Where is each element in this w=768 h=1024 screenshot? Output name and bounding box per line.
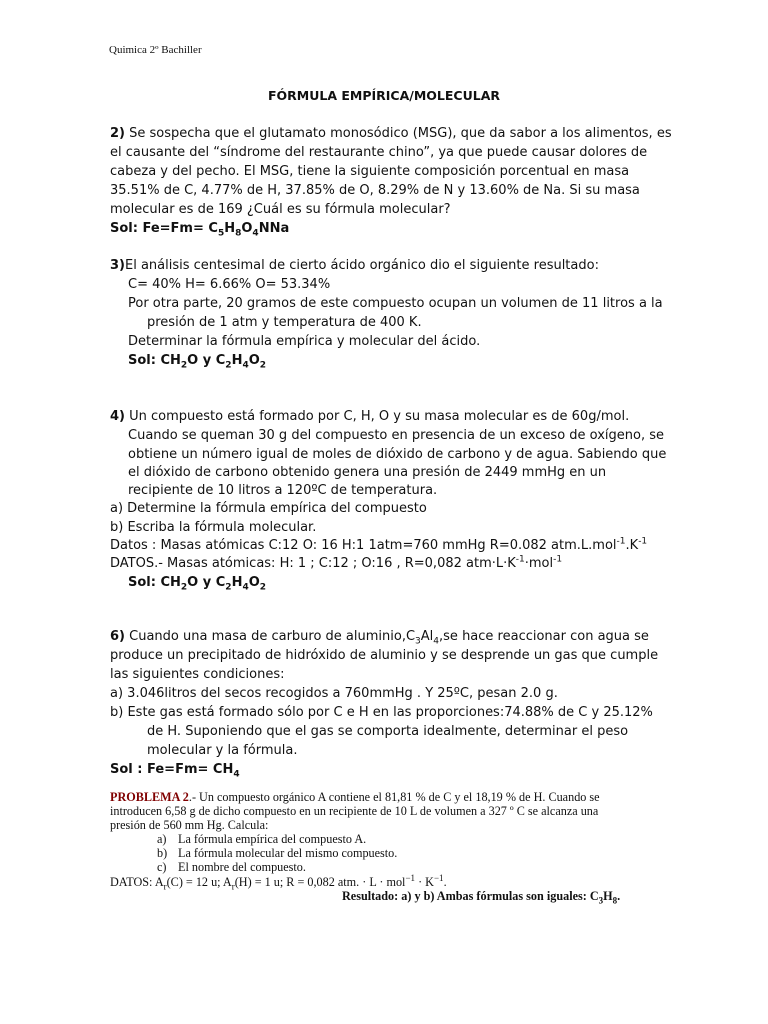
problem-6-line-3: las siguientes condiciones: xyxy=(110,667,285,682)
problema-2-item-a-label: a) xyxy=(157,832,167,846)
problem-6-line-1: 6) Cuando una masa de carburo de $aluminio,C_3Al_4,se$ hace reaccionar con agua se xyxy=(110,629,649,647)
problem-4-item-a: a) Determine la fórmula empírica del compuesto xyxy=(110,501,427,516)
problem-2-number: 2) xyxy=(110,126,125,141)
problem-4-solution: Sol: $CH_2O$ y $C_2H_4O_2$ xyxy=(128,575,267,593)
problem-4-item-b: b) Escriba la fórmula molecular. xyxy=(110,520,317,535)
problema-2-item-b: La fórmula molecular del mismo compuesto. xyxy=(178,846,398,860)
problem-3-composition: C= 40% H= 6.66% O= 53.34% xyxy=(128,277,331,292)
problem-6-line-2: produce un precipitado de hidróxido de aluminio y se desprende un gas que cumple xyxy=(110,648,659,663)
problem-4-number: 4) xyxy=(110,409,125,424)
problem-4-line-3: obtiene un número igual de moles de dióxido de carbono y de agua. Sabiendo que xyxy=(128,447,667,462)
problem-3-number: 3) xyxy=(110,258,125,273)
problem-4-line-4: el dióxido de carbono obtenido genera una presión de 2449 mmHg en un xyxy=(128,465,607,480)
problem-4-line-2: Cuando se queman 30 g del compuesto en presencia de un exceso de oxígeno, se xyxy=(128,428,665,443)
problem-4-line-1: 4) Un compuesto está formado por C, H, O y su masa molecular es de 60g/mol. xyxy=(110,409,630,424)
problem-4-line-5: recipiente de 10 litros a 120ºC de temperatura. xyxy=(128,483,438,498)
problem-2-line-1: 2) Se sospecha que el glutamato monosódico (MSG), que da sabor a los alimentos, es xyxy=(110,126,672,141)
problem-2-line-5: molecular es de 169 ¿Cuál es su fórmula molecular? xyxy=(110,202,451,217)
problem-2-line-2: el causante del “síndrome del restaurante chino”, ya que puede causar dolores de xyxy=(110,145,648,160)
problema-2-item-c-label: c) xyxy=(157,860,167,874)
problem-3-line-1: 3)El análisis centesimal de cierto ácido orgánico dio el siguiente resultado: xyxy=(110,258,599,273)
problema-2-line-2: introducen 6,58 g de dicho compuesto en un recipiente de 10 L de volumen a 327 º C se alcanza una xyxy=(110,804,599,818)
problema-2-item-c: El nombre del compuesto. xyxy=(178,860,306,874)
page-header: Quimica 2º Bachiller xyxy=(109,44,202,56)
problema-2-item-a: La fórmula empírica del compuesto A. xyxy=(178,832,367,846)
problem-6-solution: Sol : $Fe=Fm= CH_4$ xyxy=(110,762,240,780)
problema-2-line-3: presión de 560 mm Hg. Calcula: xyxy=(110,818,269,832)
problema-2-item-b-label: b) xyxy=(157,846,168,860)
problema-2-line-1: PROBLEMA 2.- Un compuesto orgánico A contiene el 81,81 % de C y el 18,19 % de H. Cuando se xyxy=(110,790,600,804)
document-title: FÓRMULA EMPÍRICA/MOLECULAR xyxy=(267,88,500,103)
problem-6-item-a: a) 3.046litros del secos recogidos a 760mmHg . Y 25ºC, pesan 2.0 g. xyxy=(110,686,558,701)
problema-2-label: PROBLEMA 2 xyxy=(110,790,189,804)
problem-4-datos-2: DATOS.- Masas atómicas: H: 1 ; C:12 ; O:16 , R=0,082 $atm\cdot L\cdot K^{-1}\cdot mol^{-1}$ xyxy=(110,554,563,571)
problem-6-item-b-3: molecular y la fórmula. xyxy=(147,743,298,758)
problem-6-number: 6) xyxy=(110,629,125,644)
problem-2-solution: Sol: $Fe=Fm= C_5H_8O_4NNa$ xyxy=(110,221,290,239)
problem-4-datos-1: Datos : Masas atómicas C:12 O: 16 H:1 1atm=760 mmHg R=0.082 $atm.L.mol^{-1}.K^{-1}$ xyxy=(110,536,648,553)
problem-2-line-4: 35.51% de C, 4.77% de H, 37.85% de O, 8.29% de N y 13.60% de Na. Si su masa xyxy=(110,183,640,198)
problem-3-line-5: Determinar la fórmula empírica y molecular del ácido. xyxy=(128,334,481,349)
problema-2-datos: DATOS: $A_r(C) = 12$ u; $A_r(H) = 1$ u; R = 0,082 atm. · $L \cdot mol^{-1} \cdot K^{-1}$. xyxy=(110,872,447,892)
problema-2-result: Resultado: a) y b) Ambas fórmulas son iguales: $C_3H_8$. xyxy=(342,889,621,906)
problem-2-line-3: cabeza y del pecho. El MSG, tiene la siguiente composición porcentual en masa xyxy=(110,164,630,179)
problem-3-solution: Sol: $CH_2O$ y $C_2H_4O_2$ xyxy=(128,353,267,371)
problem-3-line-4: presión de 1 atm y temperatura de 400 K. xyxy=(147,315,422,330)
problem-3-line-3: Por otra parte, 20 gramos de este compuesto ocupan un volumen de 11 litros a la xyxy=(128,296,663,311)
problem-6-item-b-1: b) Este gas está formado sólo por C e H en las proporciones:74.88% de C y 25.12% xyxy=(110,705,653,720)
problem-6-item-b-2: de H. Suponiendo que el gas se comporta idealmente, determinar el peso xyxy=(147,724,629,739)
